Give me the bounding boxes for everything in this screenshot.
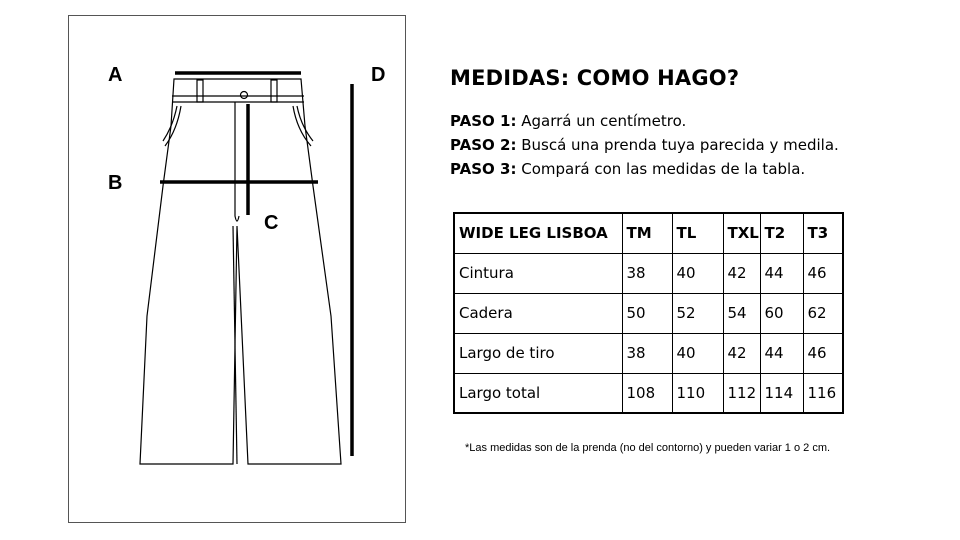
- marker-c: C: [264, 212, 279, 234]
- size-table: [453, 212, 844, 414]
- table-cell: 38: [622, 333, 672, 373]
- table-header-cell: T2: [760, 213, 803, 253]
- table-cell: 42: [723, 253, 760, 293]
- table-header-cell: TM: [622, 213, 672, 253]
- table-header-cell: T3: [803, 213, 843, 253]
- table-header-cell: WIDE LEG LISBOA: [454, 213, 622, 253]
- step-3: [450, 160, 805, 178]
- marker-b: B: [108, 172, 123, 194]
- table-cell: 116: [803, 373, 843, 413]
- table-header-row: [454, 213, 843, 253]
- table-cell: 42: [723, 333, 760, 373]
- table-cell: 44: [760, 253, 803, 293]
- table-cell: 40: [672, 253, 723, 293]
- table-cell: 112: [723, 373, 760, 413]
- table-cell: 40: [672, 333, 723, 373]
- step-2: [450, 136, 839, 154]
- marker-a: A: [108, 64, 123, 86]
- table-cell: 52: [672, 293, 723, 333]
- wide-leg-pants-diagram: [69, 16, 407, 524]
- table-header-cell: TL: [672, 213, 723, 253]
- step-2-text: Buscá una prenda tuya parecida y medila.: [516, 136, 839, 154]
- step-1-text: Agarrá un centímetro.: [516, 112, 687, 130]
- step-2-label: PASO 2:: [450, 136, 517, 154]
- table-cell: Largo de tiro: [454, 333, 622, 373]
- table-cell: 46: [803, 253, 843, 293]
- table-cell: 46: [803, 333, 843, 373]
- table-cell: Largo total: [454, 373, 622, 413]
- table-cell: Cintura: [454, 253, 622, 293]
- table-cell: 44: [760, 333, 803, 373]
- footnote: *Las medidas son de la prenda (no del contorno) y pueden variar 1 o 2 cm.: [465, 442, 831, 454]
- step-1: [450, 112, 686, 130]
- page-title: MEDIDAS: COMO HAGO?: [450, 66, 740, 90]
- step-3-text: Compará con las medidas de la tabla.: [516, 160, 806, 178]
- table-cell: 54: [723, 293, 760, 333]
- table-header-cell: TXL: [723, 213, 760, 253]
- table-cell: 38: [622, 253, 672, 293]
- table-cell: 60: [760, 293, 803, 333]
- table-cell: 108: [622, 373, 672, 413]
- table-row: [454, 253, 843, 293]
- table-row: [454, 293, 843, 333]
- table-cell: 50: [622, 293, 672, 333]
- table-row: [454, 333, 843, 373]
- pants-outline: [140, 79, 341, 464]
- table-cell: Cadera: [454, 293, 622, 333]
- table-cell: 110: [672, 373, 723, 413]
- table-row: [454, 373, 843, 413]
- step-1-label: PASO 1:: [450, 112, 517, 130]
- pants-diagram-frame: [68, 15, 406, 523]
- table-cell: 114: [760, 373, 803, 413]
- table-cell: 62: [803, 293, 843, 333]
- marker-d: D: [371, 64, 386, 86]
- step-3-label: PASO 3:: [450, 160, 517, 178]
